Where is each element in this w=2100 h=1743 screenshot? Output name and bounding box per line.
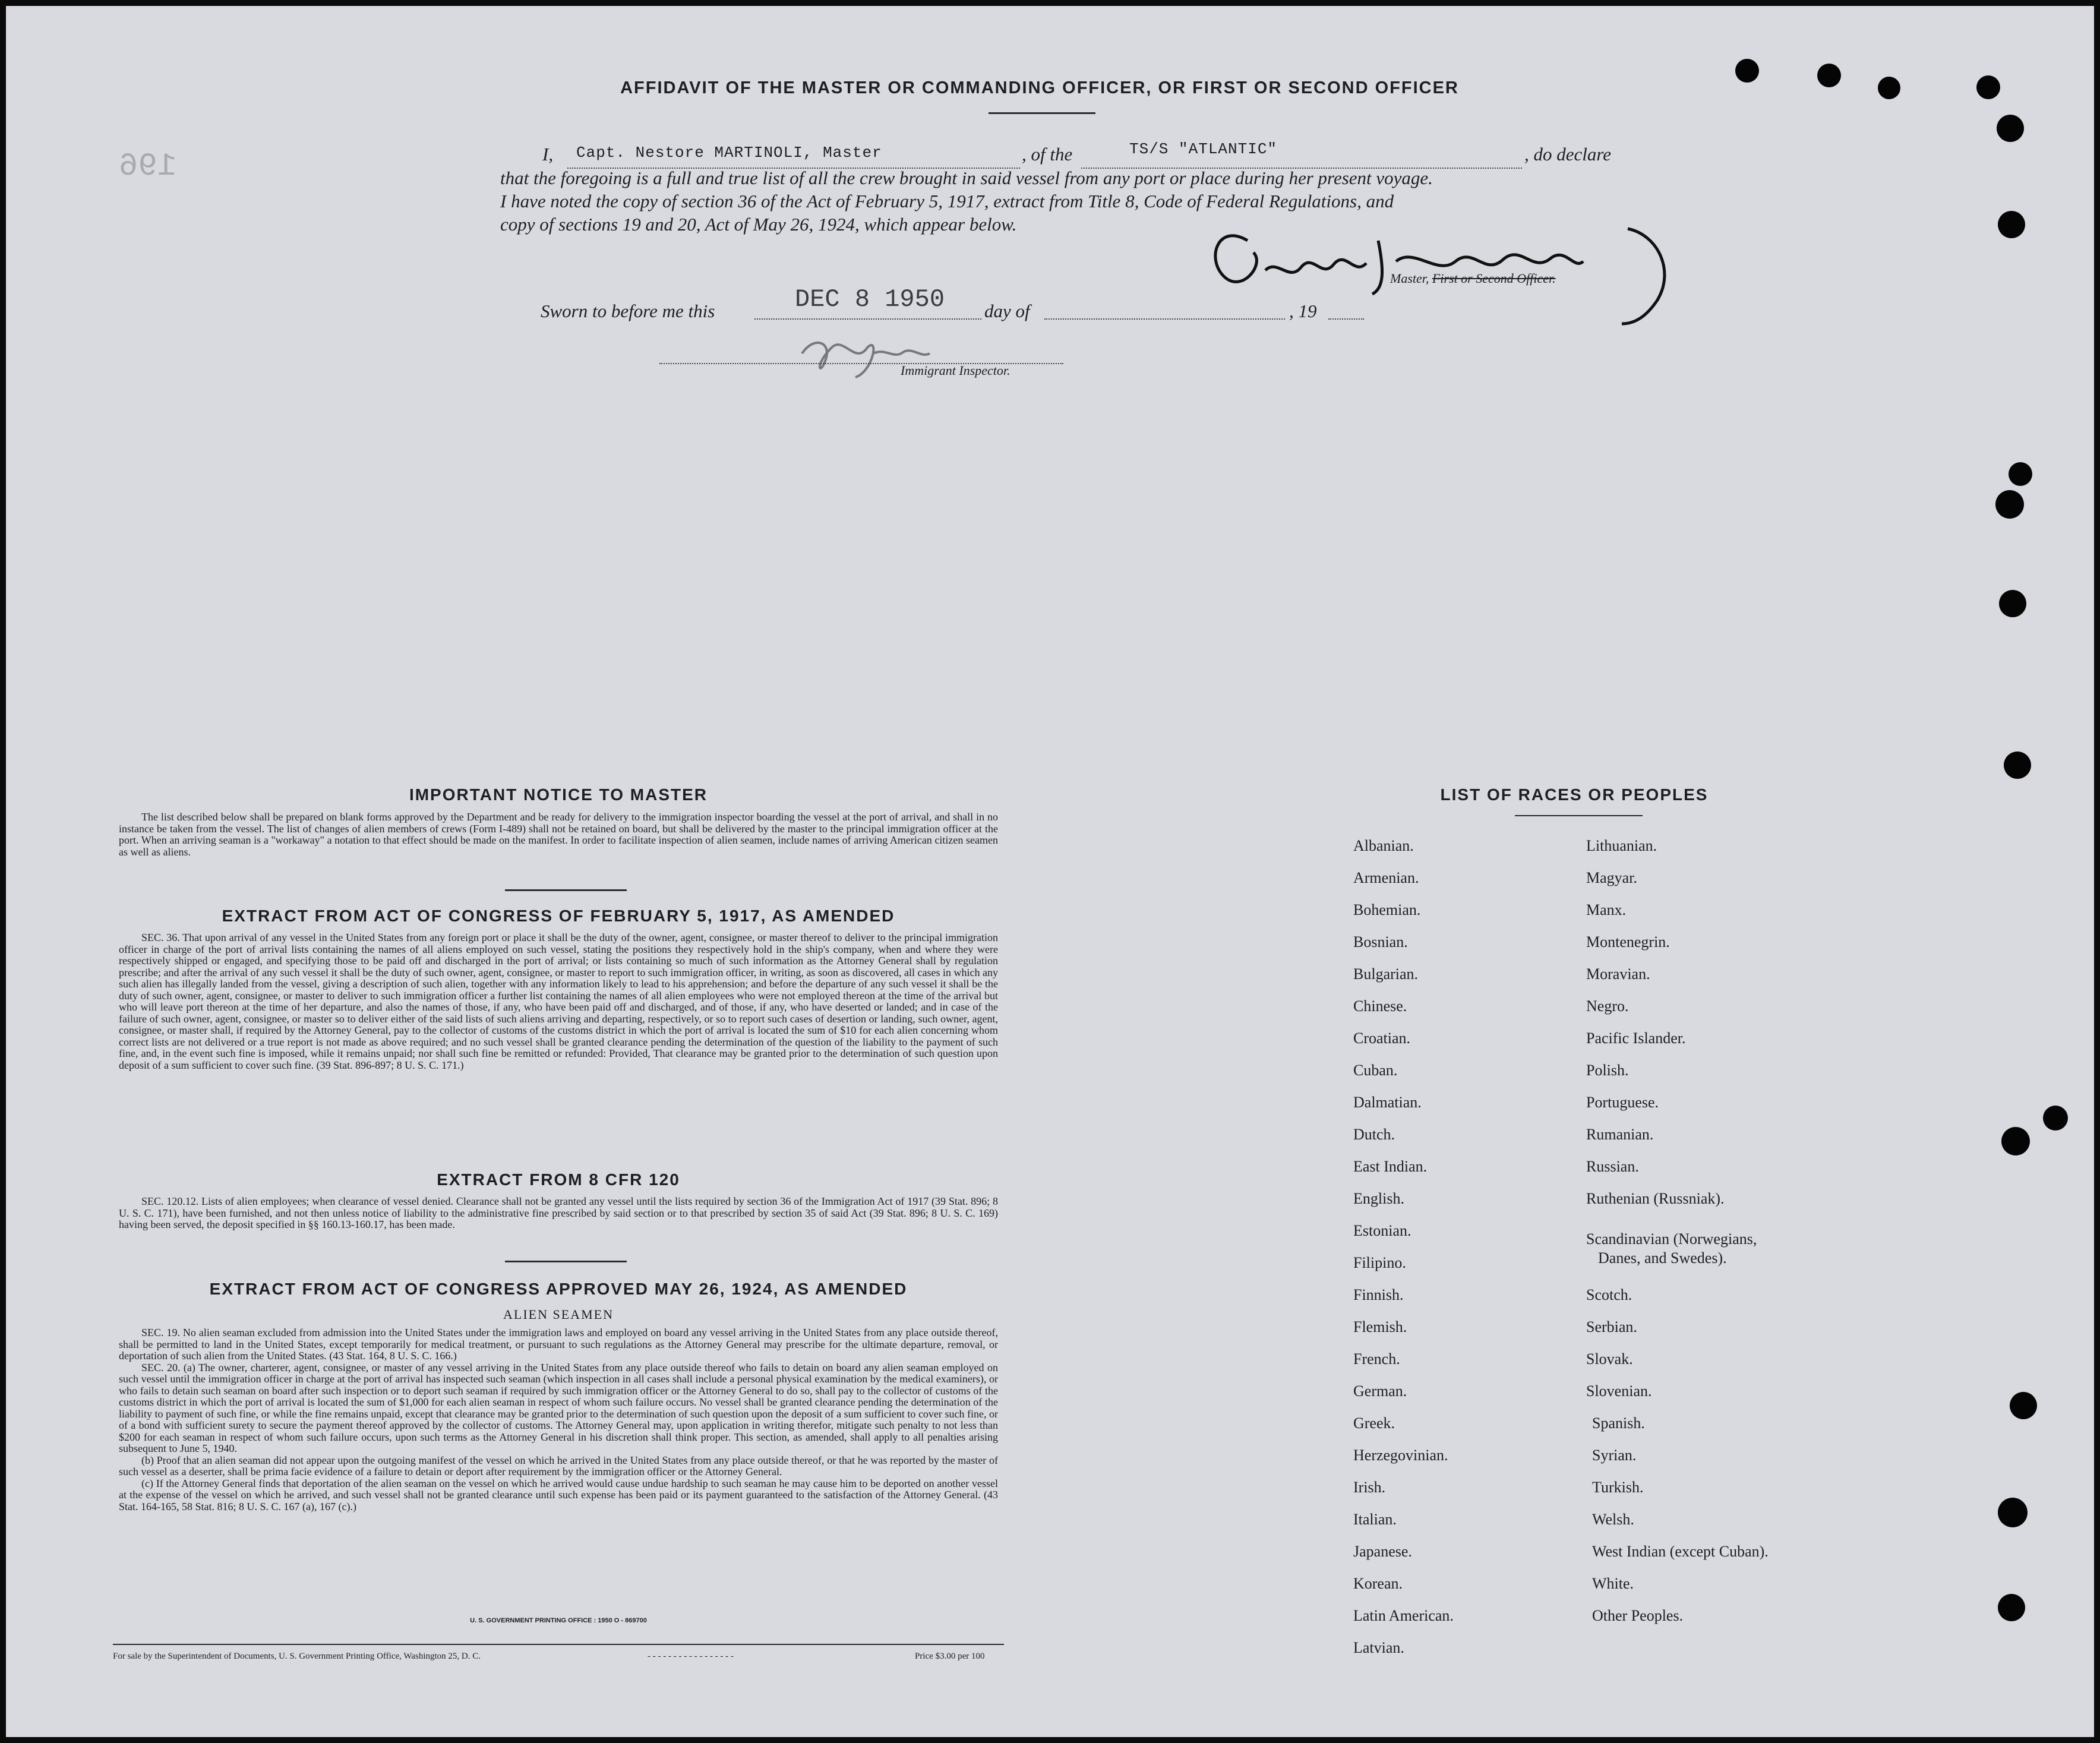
punch-hole — [1999, 590, 2026, 617]
sec-20c-text: (c) If the Attorney General finds that deportation of the alien seaman on the vessel on which he arrived would cause undue hardship to such seaman he may cause him to be deported on another vessel at the expense of the vessel on which he arrived, and such vessel shall not be granted clearance until such expense has been paid or its payment guaranteed to the satisfaction of the Attorney General. (43 Stat. 164-165, 58 Stat. 816; 8 U. S. C. 167 (a), 167 (c).) — [119, 1477, 998, 1513]
races-title: LIST OF RACES OR PEOPLES — [1440, 785, 1709, 804]
race-item: French. — [1353, 1350, 1400, 1368]
race-item: Welsh. — [1592, 1511, 1634, 1528]
race-item: East Indian. — [1353, 1158, 1428, 1175]
punch-hole — [1817, 64, 1841, 87]
extract-1917-body: SEC. 36. That upon arrival of any vessel in the United States from any foreign port or place it shall be the duty of the owner, agent, consignee, or master thereof to deliver to the principal immigration officer in charge of the port of arrival lists containing the names of all aliens employed on such vessel, stating the positions they respectively hold in the ship's company, when and where they were respectively shipped or engaged, and specifying those to be paid off and discharged in the port of arrival; or lists containing so much of such information as the Attorney General shall by regulation prescribe; and after the arrival of any such vessel it shall be the duty of such owner, agent, consignee, or master to report to such immigration officer, in writing, as soon as discovered, all cases in which any such alien has illegally landed from the vessel, giving a description of such alien, together with any information likely to lead to his apprehension; and before the departure of any such vessel it shall be the duty of such owner, agent, consignee, or master to deliver to such immigration officer a further list containing the names of all alien employees who were not employed thereon at the time of the arrival but who will leave port thereon at the time of her departure, and also the names of those, if any, who have been paid off and discharged, and of those, if any, who have deserted or landed; and in case of the failure of such owner, agent, consignee, or master so to deliver either of the said lists of such aliens arriving and departing, respectively, or so to report such cases of desertion or landing, such owner, agent, consignee, or master shall, if required by the Attorney General, pay to the collector of customs of the customs district in which the port of arrival is located the sum of $10 for each alien concerning whom correct lists are not delivered or a true report is not made as above required; and no such vessel shall be granted clearance pending the determination of the question of the liability to the payment of such fine, and, in the event such fine is imposed, while it remains unpaid; nor shall such fine be remitted or refunded: Provided, That clearance may be granted prior to the determination of such question upon deposit of a sum sufficient to cover such fine. (39 Stat. 896-897; 8 U. S. C. 171.) — [119, 932, 998, 1071]
punch-hole — [2010, 1392, 2037, 1419]
race-item: Korean. — [1353, 1575, 1403, 1592]
extract-8cfr-title: EXTRACT FROM 8 CFR 120 — [437, 1170, 680, 1189]
footer-sale: For sale by the Superintendent of Documents, U. S. Government Printing Office, Washington 25, D. C. — [113, 1652, 481, 1661]
extract-8cfr-body: SEC. 120.12. Lists of alien employees; when clearance of vessel denied. Clearance shall not be granted any vessel until the lists required by section 36 of the Immigration Act of 1917 (39 Stat. 896; 8 U. S. C. 171), have been furnished, and not then unless notice of liability to the administrative fine prescribed by said section or to that prescribed by section 35 of said Act (39 Stat. 896; 8 U. S. C. 169) having been served, the deposit specified in §§ 160.13-160.17, has been made. — [119, 1195, 998, 1230]
year-line — [1328, 297, 1364, 320]
race-item: Irish. — [1353, 1479, 1386, 1496]
month-line — [1044, 297, 1285, 320]
race-item: Slovenian. — [1586, 1382, 1652, 1400]
race-item: Portuguese. — [1586, 1094, 1659, 1111]
race-item: Bosnian. — [1353, 933, 1408, 951]
race-item: Moravian. — [1586, 965, 1650, 983]
footer-dashes: - - - - - - - - - - - - - - - - - — [648, 1652, 734, 1661]
punch-hole — [1997, 115, 2024, 142]
race-item: Lithuanian. — [1586, 837, 1657, 854]
inspector-caption: Immigrant Inspector. — [901, 363, 1010, 378]
race-item: Other Peoples. — [1592, 1607, 1684, 1624]
race-item: Croatian. — [1353, 1030, 1411, 1047]
race-item: Chinese. — [1353, 997, 1407, 1015]
master-name: Capt. Nestore MARTINOLI, Master — [576, 144, 882, 162]
footer-price: Price $3.00 per 100 — [915, 1652, 985, 1661]
race-item: English. — [1353, 1190, 1404, 1207]
race-item: Spanish. — [1592, 1414, 1645, 1432]
affidavit-title: AFFIDAVIT OF THE MASTER OR COMMANDING OFFICER, OR FIRST OR SECOND OFFICER — [620, 78, 1459, 97]
inspector-line — [659, 342, 1063, 364]
of-the-text: , of the — [1022, 144, 1073, 165]
sec-19-text: SEC. 19. No alien seaman excluded from admission into the United States under the immigration laws and employed on board any vessel arriving in the United States from any place outside thereof, shall be permitted to land in the United States, except temporarily for medical treatment, or pursuant to such regulations as the Attorney General may prescribe for the ultimate departure, removal, or deportation of such alien from the United States. (43 Stat. 164, 8 U. S. C. 166.) — [119, 1327, 998, 1362]
master-caption-label: Master, — [1390, 271, 1429, 286]
race-item: Polish. — [1586, 1062, 1629, 1079]
punch-hole — [1878, 77, 1900, 99]
struck-officer-caption: First or Second Officer. — [1432, 271, 1556, 286]
race-item: White. — [1592, 1575, 1634, 1592]
race-item: Russian. — [1586, 1158, 1639, 1175]
race-item: Latvian. — [1353, 1639, 1404, 1656]
race-item: Pacific Islander. — [1586, 1030, 1686, 1047]
race-item: Dutch. — [1353, 1126, 1395, 1143]
punch-hole — [2001, 1127, 2030, 1155]
race-item: Flemish. — [1353, 1318, 1407, 1335]
race-item: Filipino. — [1353, 1254, 1406, 1271]
race-item: Albanian. — [1353, 837, 1414, 854]
race-item: Herzegovinian. — [1353, 1447, 1448, 1464]
race-item: Syrian. — [1592, 1447, 1637, 1464]
separator-rule — [505, 889, 627, 891]
race-item: German. — [1353, 1382, 1407, 1400]
race-item: Latin American. — [1353, 1607, 1454, 1624]
master-caption — [1390, 271, 1556, 286]
declaration-line-3: I have noted the copy of section 36 of the Act of February 5, 1917, extract from Title 8, Code of Federal Regulations, and — [500, 191, 1394, 211]
race-item: Estonian. — [1353, 1222, 1411, 1239]
race-item: Turkish. — [1592, 1479, 1644, 1496]
declaration-line-4: copy of sections 19 and 20, Act of May 26, 1924, which appear below. — [500, 214, 1017, 235]
year-label: , 19 — [1289, 301, 1317, 321]
race-item: Greek. — [1353, 1414, 1395, 1432]
document-page — [6, 6, 2094, 1737]
race-item: Serbian. — [1586, 1318, 1637, 1335]
race-item: Montenegrin. — [1586, 933, 1670, 951]
margin-number: 196 — [119, 149, 177, 185]
notice-body: The list described below shall be prepared on blank forms approved by the Department and be ready for delivery to the immigration inspector boarding the vessel at the port of arrival, and shall in no instance be taken from the vessel. The list of changes of alien members of crews (Form I-489) shall not be retained on board, but shall be delivered by the master to the principal immigration officer at the port. When an arriving seaman is a "workaway" a notation to that effect should be made on the manifest. In order to facilitate inspection of alien seamen, include names of arriving American citizen seamen as well as aliens. — [119, 811, 998, 858]
title-rule — [989, 112, 1095, 114]
punch-hole — [1998, 1498, 2028, 1527]
race-item: Scandinavian (Norwegians, — [1586, 1230, 1757, 1248]
do-declare-text: , do declare — [1524, 144, 1612, 165]
race-item: Bohemian. — [1353, 901, 1421, 918]
race-item: West Indian (except Cuban). — [1592, 1543, 1769, 1560]
race-item: Scotch. — [1586, 1286, 1632, 1303]
extract-1917-title: EXTRACT FROM ACT OF CONGRESS OF FEBRUARY 5, 1917, AS AMENDED — [222, 907, 895, 925]
race-item: Negro. — [1586, 997, 1629, 1015]
declarant-i: I, — [542, 144, 554, 165]
alien-seamen-subtitle: ALIEN SEAMEN — [503, 1307, 614, 1322]
race-item: Cuban. — [1353, 1062, 1398, 1079]
vessel-name: TS/S "ATLANTIC" — [1129, 140, 1278, 158]
sec-20b-text: (b) Proof that an alien seaman did not appear upon the outgoing manifest of the vessel on which he arrived in the United States from any place outside thereof, or that he was reported by the master of such vessel as a deserter, shall be prima facie evidence of a failure to detain or deport after requirement by the immigration officer or the Attorney General. — [119, 1454, 998, 1477]
race-item: Bulgarian. — [1353, 965, 1419, 983]
race-item: Finnish. — [1353, 1286, 1404, 1303]
punch-hole — [1998, 211, 2025, 238]
printing-office-line: U. S. GOVERNMENT PRINTING OFFICE : 1950 O - 869700 — [470, 1617, 647, 1624]
punch-hole — [1735, 59, 1759, 83]
footer-rule — [113, 1644, 1004, 1645]
punch-hole — [2043, 1106, 2068, 1131]
sworn-date-stamp: DEC 8 1950 — [795, 285, 945, 314]
extract-1924-body — [119, 1327, 998, 1513]
punch-hole — [1995, 490, 2024, 519]
race-item: Japanese. — [1353, 1543, 1412, 1560]
race-item: Ruthenian (Russniak). — [1586, 1190, 1725, 1207]
race-item: Magyar. — [1586, 869, 1637, 886]
declaration-line-2: that the foregoing is a full and true list of all the crew brought in said vessel from any port or place during her present voyage. — [500, 168, 1433, 188]
race-item: Slovak. — [1586, 1350, 1633, 1368]
sworn-label: Sworn to before me this — [541, 301, 715, 321]
punch-hole — [1976, 75, 2000, 99]
day-of-label: day of — [984, 301, 1030, 321]
sec-20a-text: SEC. 20. (a) The owner, charterer, agent, consignee, or master of any vessel arriving in the United States from any place outside thereof who fails to detain on board any alien seaman employed on such vessel until the immigration officer in charge at the port of arrival has inspected such seaman (which inspection in all cases shall include a personal physical examination by the medical examiners), or who fails to detain such seaman on board after such inspection or to deport such seaman if required by such immigration officer or the Attorney General to do so, shall pay to the collector of customs of the customs district in which the port of arrival is located the sum of $1,000 for each alien seaman in respect of whom such failure occurs. No vessel shall be granted clearance pending the determination of the liability to payment of such fine, or while the fine remains unpaid, except that clearance may be granted prior to the determination of such question upon the deposit of a sum sufficient to cover such fine, or of a bond with sufficient surety to secure the payment thereof approved by the collector of customs. The Attorney General may, upon application in writing therefor, mitigate such penalty to not less than $200 for each seaman in respect of whom such failure occurs, upon such terms as the Attorney General in his discretion shall think proper. This section, as amended, shall apply to all penalties arising subsequent to June 5, 1940. — [119, 1361, 998, 1454]
races-title-rule — [1515, 815, 1643, 816]
punch-hole — [1998, 1594, 2025, 1621]
punch-hole — [2009, 462, 2032, 486]
race-item: Armenian. — [1353, 869, 1419, 886]
separator-rule — [505, 1261, 627, 1262]
notice-title: IMPORTANT NOTICE TO MASTER — [409, 785, 708, 804]
race-item: Danes, and Swedes). — [1598, 1249, 1727, 1267]
punch-hole — [2004, 751, 2031, 779]
race-item: Rumanian. — [1586, 1126, 1654, 1143]
extract-1924-title: EXTRACT FROM ACT OF CONGRESS APPROVED MAY 26, 1924, AS AMENDED — [209, 1280, 908, 1298]
race-item: Dalmatian. — [1353, 1094, 1422, 1111]
race-item: Italian. — [1353, 1511, 1397, 1528]
race-item: Manx. — [1586, 901, 1627, 918]
